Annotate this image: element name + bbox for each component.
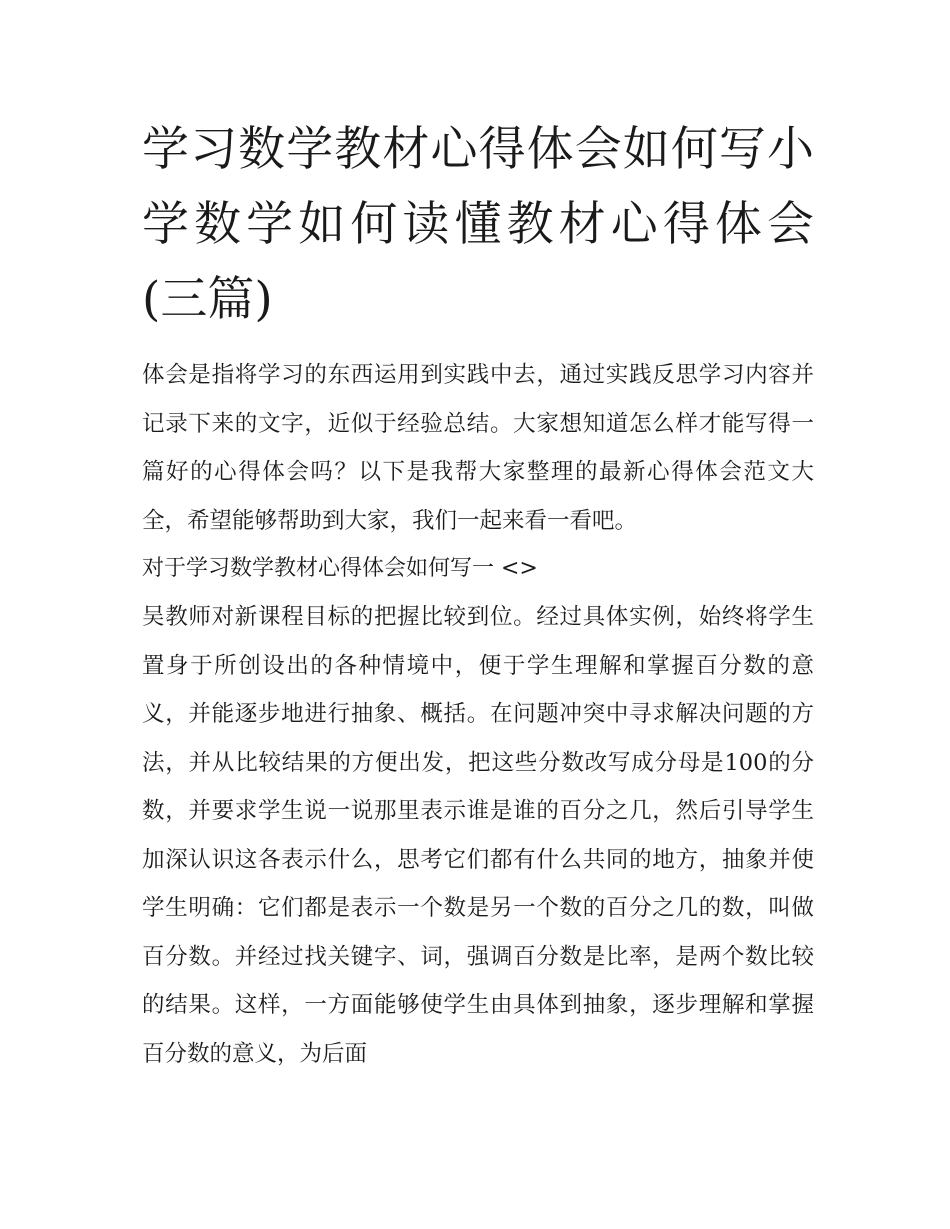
intro-paragraph: 体会是指将学习的东西运用到实践中去，通过实践反思学习内容并记录下来的文字，近似于经验总结。大家想知道怎么样才能写得一篇好的心得体会吗？以下是我帮大家整理的最新心得体会范文大全，希望能够帮助到大家，我们一起来看一看吧。 [142,362,814,534]
body-paragraph: 吴教师对新课程目标的把握比较到位。经过具体实例，始终将学生置身于所创设出的各种情境中，便于学生理解和掌握百分数的意义，并能逐步地进行抽象、概括。在问题冲突中寻求解决问题的方法，并从比较结果的方便出发，把这些分数改写成分母是100的分数，并要求学生说一说那里表示谁是谁的百分之几，然后引导学生加深认识这各表示什么，思考它们都有什么共同的地方，抽象并使学生明确：它们都是表示一个数是另一个数的百分之几的数，叫做百分数。并经过找关键字、词，强调百分数是比率，是两个数比较的结果。这样，一方面能够使学生由具体到抽象，逐步理解和掌握百分数的意义，为后面 [142,604,814,1067]
document-title: 学习数学教材心得体会如何写小学数学如何读懂教材心得体会(三篇) [142,122,814,327]
section-heading: 对于学习数学教材心得体会如何写一 <> [142,556,538,581]
document-content [142,112,814,1078]
